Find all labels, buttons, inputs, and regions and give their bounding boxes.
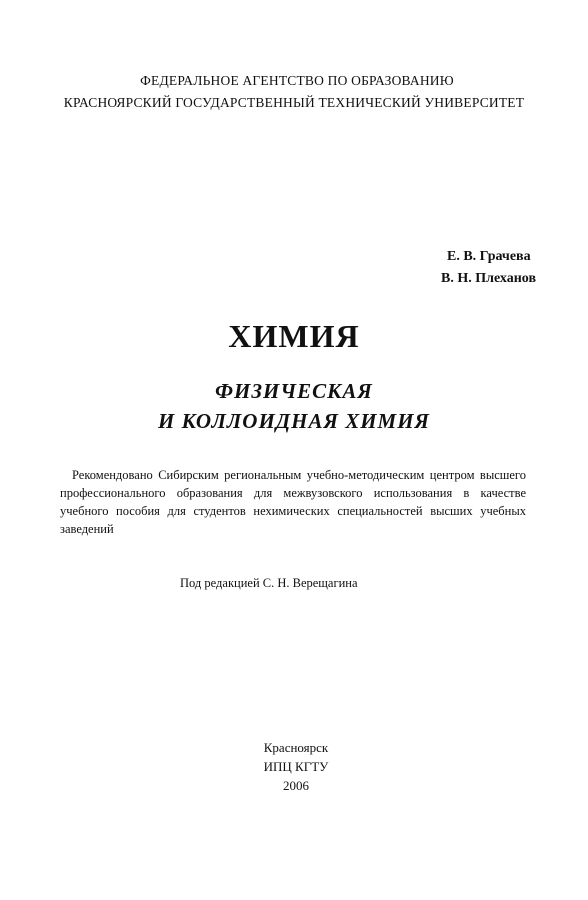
- university-name: КРАСНОЯРСКИЙ ГОСУДАРСТВЕННЫЙ ТЕХНИЧЕСКИЙ УНИВЕРСИТЕТ: [63, 95, 525, 110]
- subtitle-line: И КОЛЛОИДНАЯ ХИМИЯ: [157, 409, 431, 433]
- author-name: Е. В. Грачева: [447, 249, 531, 264]
- agency-name: ФЕДЕРАЛЬНОЕ АГЕНТСТВО ПО ОБРАЗОВАНИЮ: [140, 73, 454, 88]
- recommendation-text: Рекомендовано Сибирским региональным учебно-методическим центром высшего профессионального образования для межвузовского использования в качестве учебного пособия для студентов нехимических специальностей высших учебных заведений: [60, 468, 526, 536]
- author-name: В. Н. Плеханов: [441, 271, 536, 286]
- editor-credit: Под редакцией С. Н. Верещагина: [180, 576, 358, 590]
- imprint: [0, 738, 588, 795]
- authors-block: [441, 246, 536, 290]
- institution-header: [0, 70, 588, 114]
- book-title: ХИМИЯ: [228, 318, 360, 354]
- book-subtitle: [0, 376, 588, 436]
- imprint-publisher: ИПЦ КГТУ: [263, 759, 329, 774]
- subtitle-line: ФИЗИЧЕСКАЯ: [215, 379, 373, 403]
- imprint-city: Красноярск: [263, 740, 329, 755]
- imprint-year: 2006: [283, 778, 309, 793]
